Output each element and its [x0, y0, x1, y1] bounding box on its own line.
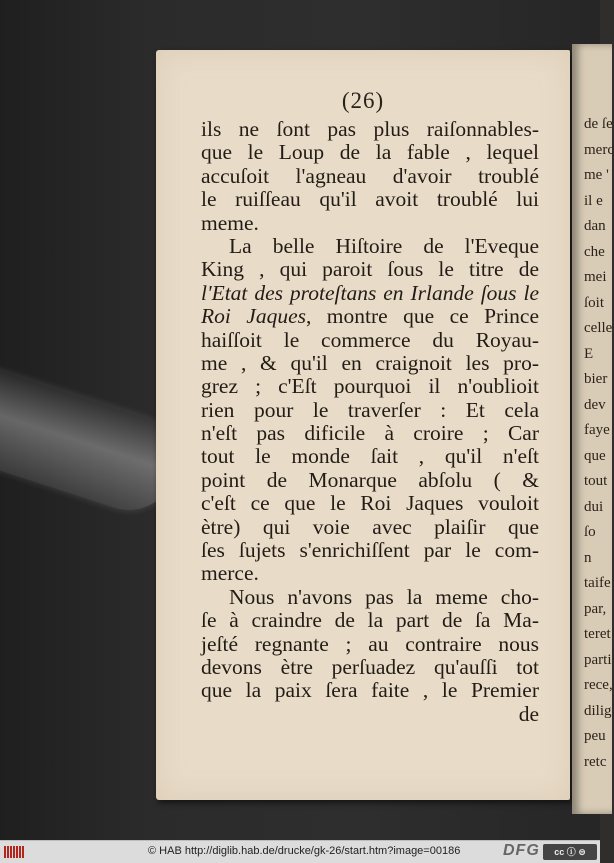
facing-page-fragment: me '	[584, 167, 609, 183]
text-line: point de Monarque abſolu ( &	[201, 467, 539, 492]
facing-page-fragment: parti	[584, 651, 612, 668]
page-number: (26)	[341, 88, 385, 113]
facing-page-fragment: dui	[584, 498, 604, 515]
text-line: merce.	[201, 561, 259, 586]
text-line: Roi Jaques, montre que ce Prince	[201, 304, 539, 329]
facing-page-fragment: che	[584, 243, 605, 260]
text-line: de	[518, 701, 539, 726]
facing-page-fragment: dilig	[584, 702, 612, 719]
facing-page-fragment: bier	[584, 371, 608, 387]
dfg-logo: DFG	[503, 842, 540, 859]
facing-page-fragment: par,	[584, 600, 607, 617]
text-line: le ruiſſeau qu'il avoit troublé lui	[201, 187, 539, 212]
facing-page-fragment: retc	[584, 753, 607, 770]
facing-page-fragment: tout	[584, 473, 608, 489]
text-line: accuſoit l'agneau d'avoir troublé	[201, 163, 539, 188]
text-line: ſes ſujets s'enrichiſſent par le com-	[201, 538, 539, 563]
facing-page-fragment: E	[584, 345, 594, 362]
facing-page-fragment: taife	[584, 575, 611, 591]
facing-page-fragment: de ſe	[584, 116, 613, 132]
book-page	[156, 50, 570, 800]
text-line: King , qui paroit ſous le titre de	[201, 257, 539, 282]
text-line: rien pour le traverſer : Et cela	[201, 397, 539, 422]
facing-page-fragment: dev	[584, 396, 606, 413]
text-line: La belle Hiſtoire de l'Eveque	[229, 233, 539, 258]
text-line: l'Etat des proteſtans en Irlande ſous le	[201, 280, 539, 305]
text-line: devons ètre perſuadez qu'auſſi tot	[201, 654, 539, 679]
copyright-link[interactable]: © HAB http://diglib.hab.de/drucke/gk-26/start.htm?image=00186	[148, 845, 461, 857]
text-line: que la paix ſera faite , le Premier	[201, 678, 539, 703]
facing-page-fragment: peu	[584, 728, 606, 744]
facing-page-fragment: ſoit	[584, 294, 605, 311]
text-line: me , & qu'il en craignoit les pro-	[201, 350, 539, 375]
text-line: que le Loup de la fable , lequel	[201, 140, 539, 165]
facing-page-fragment: celle	[584, 320, 613, 336]
text-line: jeſté regnante ; au contraire nous	[201, 631, 539, 656]
license-badge[interactable]: cc ⓘ ⊜	[543, 844, 597, 860]
facing-page-fragment: dan	[584, 218, 606, 234]
facing-page-fragment: rece,	[584, 677, 613, 693]
facing-page-fragment: mei	[584, 269, 607, 285]
text-line: tout le monde ſait , qu'il n'eſt	[201, 444, 539, 469]
facing-page-fragment: faye	[584, 422, 610, 438]
text-line: Nous n'avons pas la meme cho-	[229, 584, 539, 609]
hab-logo-icon	[4, 846, 24, 858]
facing-page-text	[572, 112, 614, 775]
text-line: ils ne ſont pas plus raiſonnables-	[201, 117, 539, 141]
viewer-footer	[0, 840, 600, 863]
facing-page-edge	[572, 44, 612, 814]
facing-page-fragment: merc	[584, 141, 614, 158]
text-line: grez ; c'Eſt pourquoi il n'oublioit	[201, 374, 539, 399]
facing-page-fragment: n	[584, 549, 592, 566]
facing-page-fragment: ſo	[584, 524, 596, 540]
text-line: c'eſt ce que le Roi Jaques vouloit	[201, 491, 539, 516]
italic-title-fragment: Roi Jaques	[201, 304, 306, 329]
facing-page-fragment: que	[584, 447, 606, 464]
facing-page-fragment: teret	[584, 626, 611, 642]
text-line: n'eſt pas dificile à croire ; Car	[201, 421, 539, 446]
text-line: ètre) qui voie avec plaiſir que	[201, 514, 539, 539]
text-line: haiſſoit le commerce du Royau-	[201, 327, 539, 352]
page-text	[201, 118, 539, 726]
text-line: ſe à craindre de la part de ſa Ma-	[201, 608, 539, 633]
text-line: meme.	[201, 210, 259, 235]
facing-page-fragment: il e	[584, 192, 603, 209]
